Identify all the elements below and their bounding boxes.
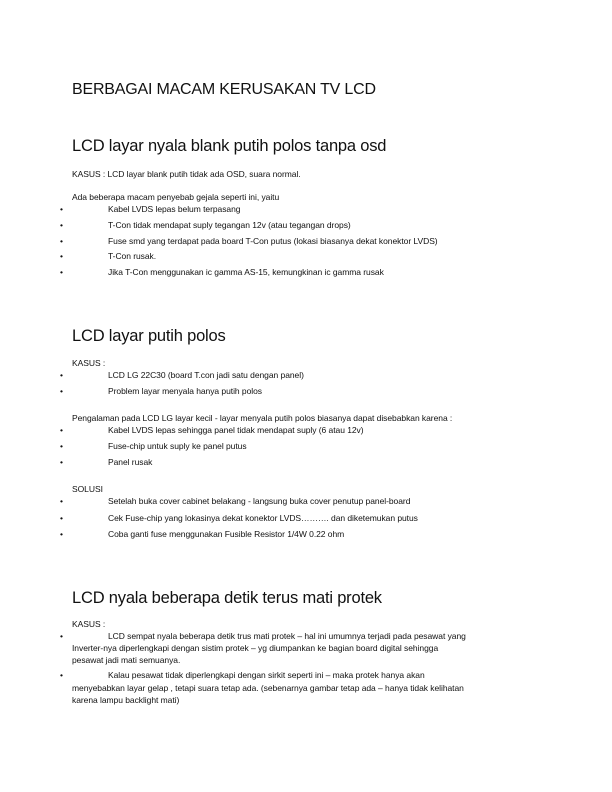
section-heading-2: LCD layar putih polos bbox=[72, 327, 226, 345]
document-title: BERBAGAI MACAM KERUSAKAN TV LCD bbox=[72, 81, 376, 98]
bullet-icon: • bbox=[60, 425, 63, 435]
section-heading-3: LCD nyala beberapa detik terus mati protek bbox=[72, 589, 382, 607]
paragraph-line: Kalau pesawat tidak diperlengkapi dengan sirkit seperti ini – maka protek hanya akan bbox=[108, 670, 425, 680]
bullet-icon: • bbox=[60, 670, 63, 680]
section-3-kasus: KASUS : bbox=[72, 619, 106, 629]
list-item: T-Con tidak mendapat suply tegangan 12v (atau tegangan drops) bbox=[108, 220, 351, 230]
section-2-solusi: SOLUSI bbox=[72, 484, 103, 494]
list-item: Panel rusak bbox=[108, 457, 153, 467]
list-item: Fuse-chip untuk suply ke panel putus bbox=[108, 441, 247, 451]
list-item: Kabel LVDS lepas sehingga panel tidak mendapat suply (6 atau 12v) bbox=[108, 425, 364, 435]
bullet-icon: • bbox=[60, 457, 63, 467]
paragraph-line: pesawat jadi mati semuanya. bbox=[72, 655, 181, 665]
section-1-kasus: KASUS : LCD layar blank putih tidak ada OSD, suara normal. bbox=[72, 169, 301, 179]
paragraph-line: Inverter-nya diperlengkapi dengan sistim protek – yg diumpankan ke bagian board digital sehingga bbox=[72, 643, 439, 653]
list-item: Jika T-Con menggunakan ic gamma AS-15, kemungkinan ic gamma rusak bbox=[108, 267, 384, 277]
list-item: Setelah buka cover cabinet belakang - langsung buka cover penutup panel-board bbox=[108, 496, 411, 506]
list-item: Problem layar menyala hanya putih polos bbox=[108, 386, 262, 396]
bullet-icon: • bbox=[60, 441, 63, 451]
bullet-icon: • bbox=[60, 386, 63, 396]
bullet-icon: • bbox=[60, 529, 63, 539]
bullet-icon: • bbox=[60, 513, 63, 523]
list-item: Fuse smd yang terdapat pada board T-Con putus (lokasi biasanya dekat konektor LVDS) bbox=[108, 236, 438, 246]
bullet-icon: • bbox=[60, 236, 63, 246]
list-item: T-Con rusak. bbox=[108, 251, 157, 261]
bullet-icon: • bbox=[60, 267, 63, 277]
bullet-icon: • bbox=[60, 220, 63, 230]
bullet-icon: • bbox=[60, 496, 63, 506]
bullet-icon: • bbox=[60, 251, 63, 261]
paragraph-line: LCD sempat nyala beberapa detik trus mati protek – hal ini umumnya terjadi pada pesawat yang bbox=[108, 631, 466, 641]
list-item: Kabel LVDS lepas belum terpasang bbox=[108, 204, 241, 214]
section-2-pengalaman: Pengalaman pada LCD LG layar kecil - layar menyala putih polos biasanya dapat disebabkan karena : bbox=[72, 413, 453, 423]
bullet-icon: • bbox=[60, 370, 63, 380]
bullet-icon: • bbox=[60, 204, 63, 214]
section-1-intro: Ada beberapa macam penyebab gejala seperti ini, yaitu bbox=[72, 192, 280, 202]
bullet-icon: • bbox=[60, 631, 63, 641]
list-item: LCD LG 22C30 (board T.con jadi satu dengan panel) bbox=[108, 370, 304, 380]
paragraph-line: menyebabkan layar gelap , tetapi suara tetap ada. (sebenarnya gambar tetap ada – hanya tidak kelihatan bbox=[72, 683, 464, 693]
section-heading-1: LCD layar nyala blank putih polos tanpa osd bbox=[72, 137, 387, 155]
list-item: Cek Fuse-chip yang lokasinya dekat konektor LVDS………. dan diketemukan putus bbox=[108, 513, 418, 523]
paragraph-line: karena lampu backlight mati) bbox=[72, 695, 180, 705]
list-item: Coba ganti fuse menggunakan Fusible Resistor 1/4W 0.22 ohm bbox=[108, 529, 345, 539]
section-2-kasus: KASUS : bbox=[72, 358, 106, 368]
